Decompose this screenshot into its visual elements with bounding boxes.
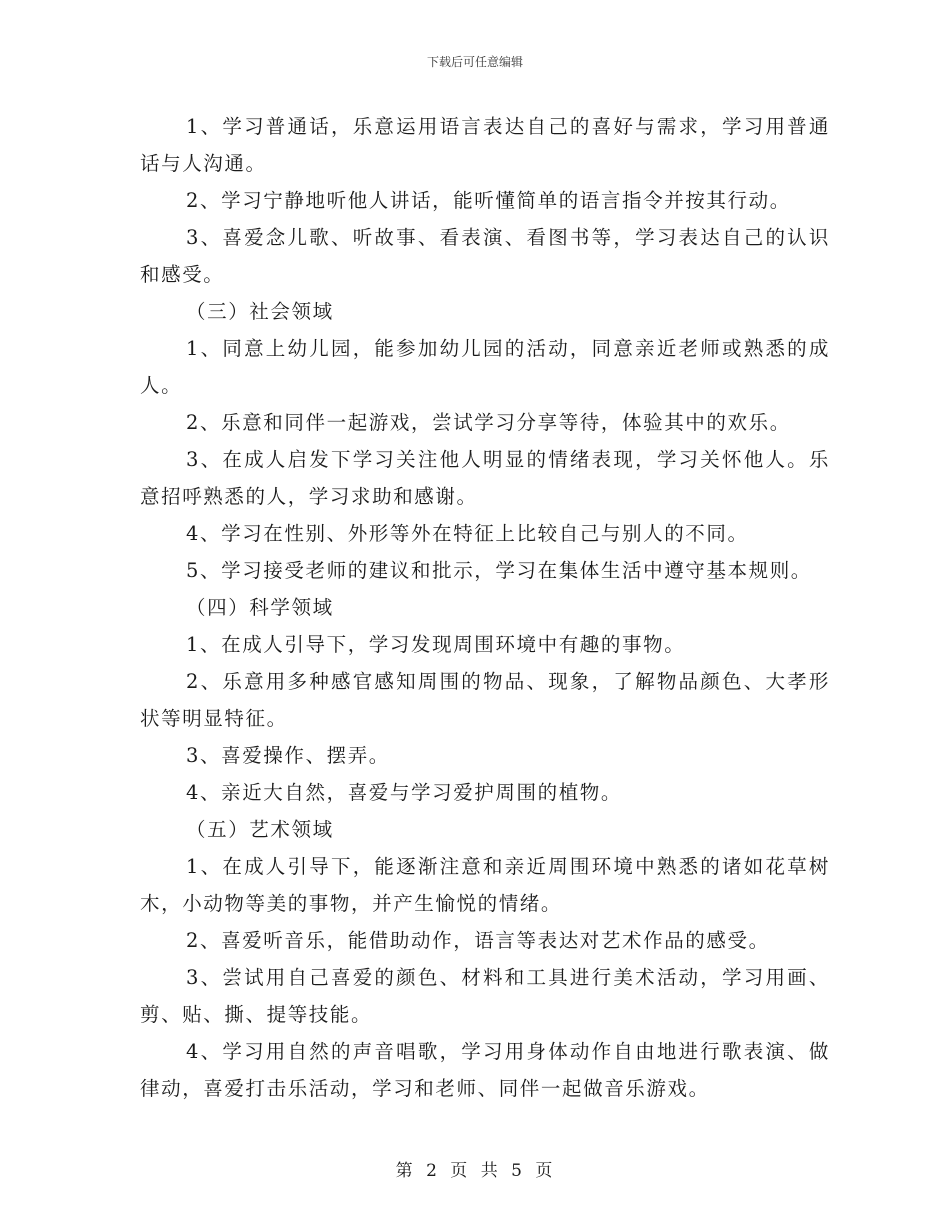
paragraph-science-2: 2、乐意用多种感官感知周围的物品、现象，了解物品颜色、大孝形状等明显特征。 xyxy=(140,670,830,730)
section-heading-social: （三）社会领域 xyxy=(186,300,334,323)
section-heading-science: （四）科学领域 xyxy=(186,596,334,619)
section-heading-art: （五）艺术领域 xyxy=(186,818,334,841)
paragraph-social-1: 1、同意上幼儿园，能参加幼儿园的活动，同意亲近老师或熟悉的成人。 xyxy=(140,337,830,397)
paragraph-language-3: 3、喜爱念儿歌、听故事、看表演、看图书等，学习表达自己的认识和感受。 xyxy=(140,226,830,286)
paragraph-art-1: 1、在成人引导下，能逐渐注意和亲近周围环境中熟悉的诸如花草树木，小动物等美的事物，并产生愉悦的情绪。 xyxy=(140,855,830,915)
page-header-note: 下载后可任意编辑 xyxy=(426,55,523,69)
paragraph-social-5: 5、学习接受老师的建议和批示，学习在集体生活中遵守基本规则。 xyxy=(186,559,812,582)
paragraph-science-4: 4、亲近大自然，喜爱与学习爱护周围的植物。 xyxy=(186,781,623,804)
paragraph-language-1: 1、学习普通话，乐意运用语言表达自己的喜好与需求，学习用普通话与人沟通。 xyxy=(140,115,830,175)
document-body xyxy=(140,108,830,1107)
paragraph-language-2: 2、学习宁静地听他人讲话，能听懂简单的语言指令并按其行动。 xyxy=(186,189,791,212)
paragraph-art-4: 4、学习用自然的声音唱歌，学习用身体动作自由地进行歌表演、做律动，喜爱打击乐活动，学习和老师、同伴一起做音乐游戏。 xyxy=(140,1040,830,1100)
paragraph-art-2: 2、喜爱听音乐，能借助动作，语言等表达对艺术作品的感受。 xyxy=(186,929,770,952)
paragraph-social-2: 2、乐意和同伴一起游戏，尝试学习分享等待，体验其中的欢乐。 xyxy=(186,411,791,434)
paragraph-social-3: 3、在成人启发下学习关注他人明显的情绪表现，学习关怀他人。乐意招呼熟悉的人，学习求助和感谢。 xyxy=(140,448,830,508)
paragraph-social-4: 4、学习在性别、外形等外在特征上比较自己与别人的不同。 xyxy=(186,522,749,545)
paragraph-science-3: 3、喜爱操作、摆弄。 xyxy=(186,744,390,767)
paragraph-art-3: 3、尝试用自己喜爱的颜色、材料和工具进行美术活动，学习用画、剪、贴、撕、提等技能。 xyxy=(140,966,830,1026)
page-number: 第 2 页 共 5 页 xyxy=(395,1161,555,1181)
paragraph-science-1: 1、在成人引导下，学习发现周围环境中有趣的事物。 xyxy=(186,633,686,656)
